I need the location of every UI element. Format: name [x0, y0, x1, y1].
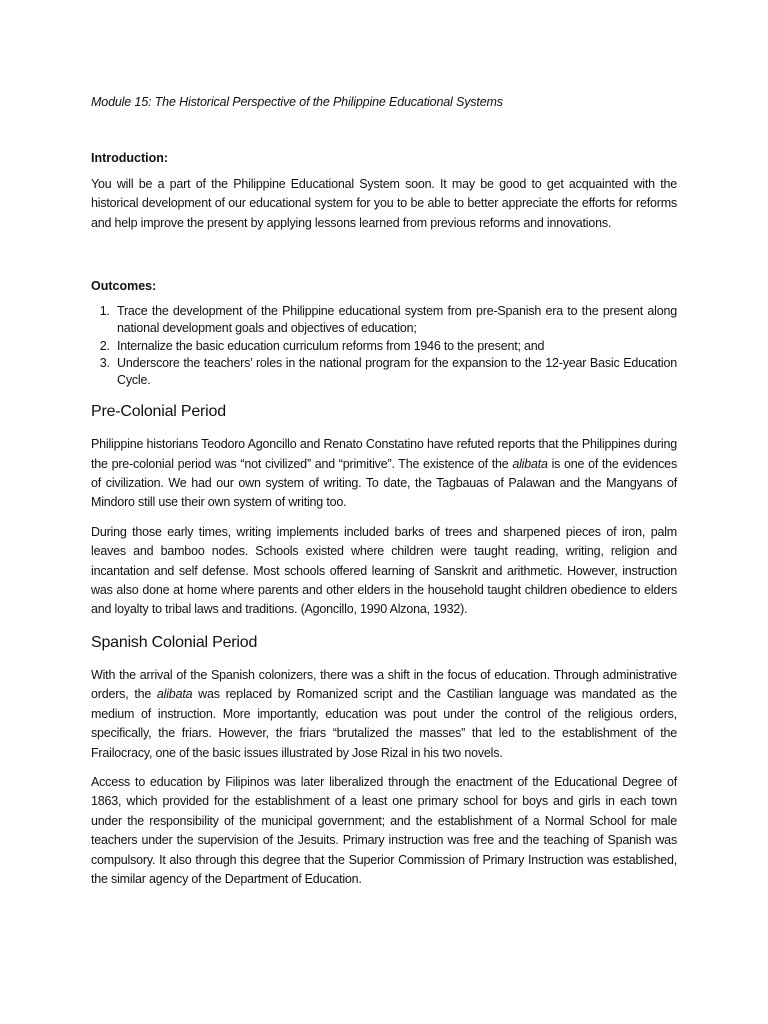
introduction-section [91, 151, 677, 233]
spanish-colonial-paragraph-1 [91, 666, 677, 763]
outcome-item: 1. Trace the development of the Philippine educational system from pre-Spanish era to the present along national development goals and objectives of education; [113, 303, 677, 337]
spanish-colonial-paragraph-2: Access to education by Filipinos was later liberalized through the enactment of the Educational Degree of 1863, which provided for the establishment of a least one primary school for boys and girls in each town under the responsibility of the municipal government; and the establishment of a Normal School for male teachers under the supervision of the Jesuits. Primary instruction was free and the teaching of Spanish was compulsory. It also through this degree that the Superior Commission of Primary Instruction was established, the similar agency of the Department of Education. [91, 774, 677, 886]
alibata-term: alibata [512, 456, 548, 471]
text-run: Philippine historians Teodoro Agoncillo and Renato Constatino have refuted reports that the Philippines during the pre-colonial period was “not civilized” and “primitive”. The existence of the [91, 437, 677, 471]
outcomes-heading: Outcomes: [91, 279, 157, 294]
introduction-paragraph: You will be a part of the Philippine Educational System soon. It may be good to get acquainted with the historical development of our educational system for you to be able to better appreciate the efforts for reforms and help improve the present by applying lessons learned from previous reforms and innovations. [91, 177, 677, 230]
spanish-colonial-section [91, 634, 677, 889]
module-title: Module 15: The Historical Perspective of the Philippine Educational Systems [91, 95, 503, 109]
spanish-colonial-heading: Spanish Colonial Period [91, 633, 258, 651]
pre-colonial-heading: Pre-Colonial Period [91, 403, 226, 421]
pre-colonial-paragraph-1 [91, 435, 677, 513]
outcomes-list [91, 303, 677, 389]
text-run: is one of the evidences of civilization. We had our own system of writing. To date, the Tagbauas of Palawan and the Mangyans of Mindoro still use their own system of writing too. [91, 456, 677, 510]
outcome-item: 2. Internalize the basic education curriculum reforms from 1946 to the present; and [113, 338, 677, 355]
pre-colonial-section [91, 403, 677, 620]
text-run: With the arrival of the Spanish colonizers, there was a shift in the focus of education. Through administrative orders, the [91, 667, 677, 702]
outcome-item: 3. Underscore the teachers’ roles in the national program for the expansion to the 12-year Basic Education Cycle. [113, 355, 677, 389]
pre-colonial-paragraph-2: During those early times, writing implements included barks of trees and sharpened pieces of iron, palm leaves and bamboo nodes. Schools existed where children were taught reading, writing, religion and incantation and self defense. Most schools offered learning of Sanskrit and arithmetic. However, instruction was also done at home where parents and other elders in the household taught children obedience to elders and loyalty to tribal laws and traditions. (Agoncillo, 1990 Alzona, 1932). [91, 524, 677, 617]
outcomes-section [91, 279, 677, 389]
introduction-heading: Introduction: [91, 151, 169, 165]
text-run: was replaced by Romanized script and the Castilian language was mandated as the medium of instruction. More importantly, education was pout under the control of the religious orders, specifically, the friars. However, the friars “brutalized the masses” that led to the establishment of the Frailocracy, one of the basic issues illustrated by Jose Rizal in his two novels. [91, 687, 677, 760]
alibata-term: alibata [156, 687, 193, 702]
